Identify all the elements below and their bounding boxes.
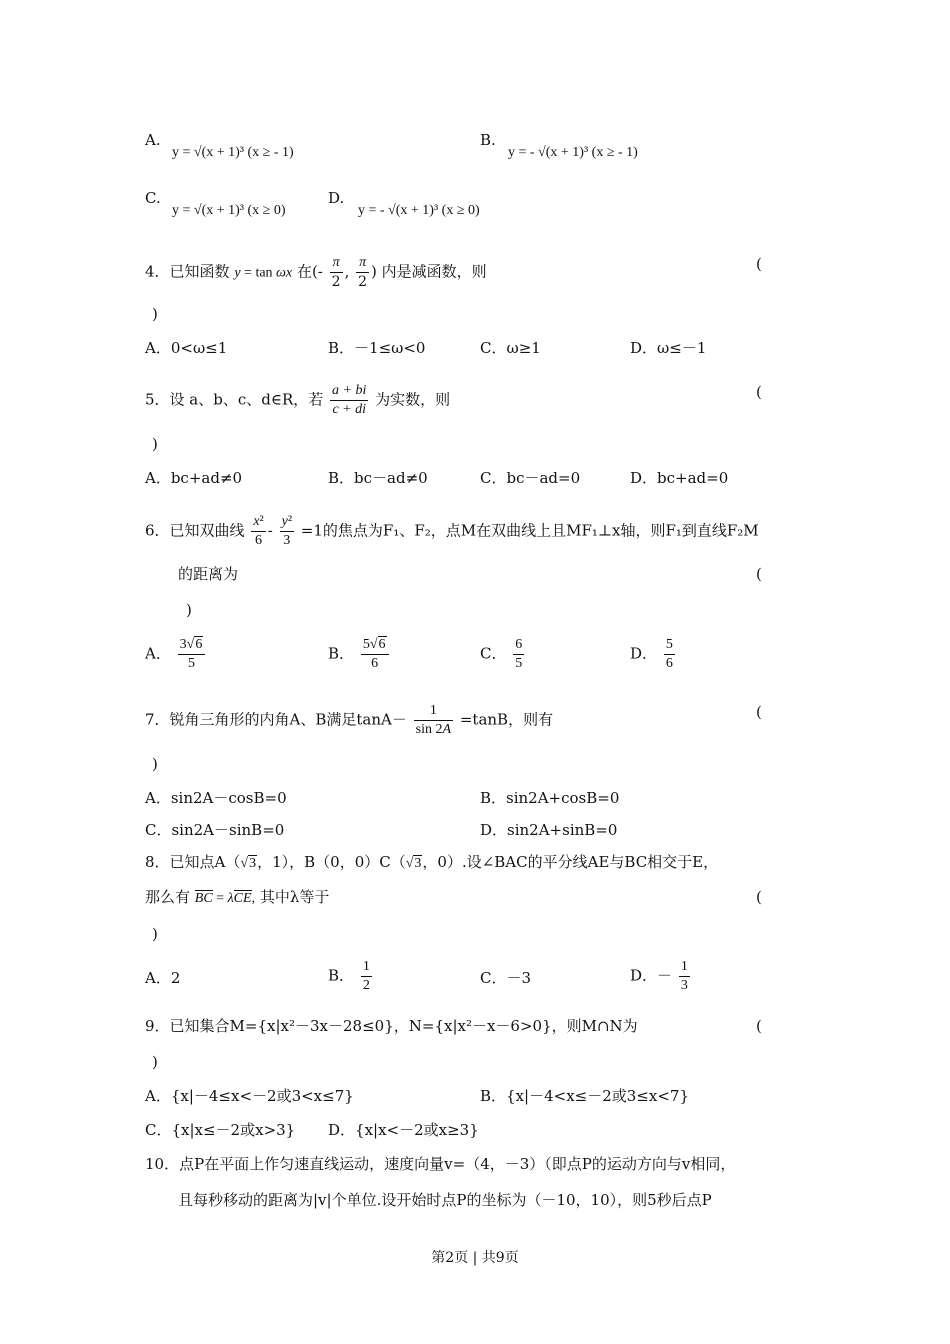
q8-option-b-frac: $\frac{1}{2}$ <box>362 959 370 993</box>
q8-option-d-label: D．－ <box>630 966 673 985</box>
q6-option-c-frac: $\frac{6}{5}$ <box>515 637 523 671</box>
q4-paren-open: ( <box>756 255 762 273</box>
q6-option-b <box>328 636 391 673</box>
q8-stem-d: 那么有 <box>145 888 191 906</box>
q8-option-b <box>328 958 374 995</box>
q6-stem-c: 的距离为 <box>178 565 239 583</box>
q7-paren-close: ) <box>152 755 158 773</box>
q7-stem-b: =tanB，则有 <box>459 710 554 729</box>
q8-paren-close: ) <box>152 925 158 943</box>
q8-stem-c: ，0）.设∠BAC的平分线AE与BC相交于E， <box>422 853 719 871</box>
q6-stem-a: 6．已知双曲线 <box>145 521 245 540</box>
q6-option-a-frac: $\frac{3√6}{5}$ <box>178 636 206 673</box>
q5-stem-a: 5．设 a、b、c、d∈R，若 <box>145 390 324 409</box>
q8-stem-e: 其中λ等于 <box>259 888 330 906</box>
q8-option-d-frac: $\frac{1}{3}$ <box>680 959 688 993</box>
q7-fraction: $\frac{1}{\sin 2A}$ <box>415 703 452 737</box>
q6-frac-x2-6: $\frac{\text{x²}}{6}$ <box>253 514 264 548</box>
q7-stem-a: 7．锐角三角形的内角A、B满足tanA－ <box>145 710 407 729</box>
q4-stem-a: 4．已知函数 <box>145 262 230 281</box>
q6-option-d-label: D． <box>630 644 658 663</box>
q8-stem-line2 <box>145 887 329 909</box>
q3-option-b-expr: y = - √(x + 1)³ (x ≥ - 1) <box>508 145 638 160</box>
q6-stem-b: =1的焦点为F₁、F₂，点M在双曲线上且MF₁⊥x轴，则F₁到直线F₂M <box>300 521 759 540</box>
q8-stem-line1: 8．已知点A（√3，1），B（0，0）C（√3，0）.设∠BAC的平分线AE与BC相交于E， <box>145 853 719 871</box>
q5-paren-close: ) <box>152 435 158 453</box>
q4-frac-pi-2a: $\frac{\pi}{2}$ <box>331 255 341 290</box>
q4-function: y = tan ωx <box>234 265 293 281</box>
q6-option-a <box>145 636 207 673</box>
q4-stem: 4．已知函数 y = tan ωx 在(- $\frac{\pi}{2}$ , $\frac{\pi}{2}$ ) 内是减函数，则 <box>145 255 487 290</box>
q9-stem: 9．已知集合M={x|x²－3x－28≤0}，N={x|x²－x－6>0}，则M∩N为 <box>145 1017 638 1035</box>
q7-stem <box>145 702 553 739</box>
q4-stem-b: 在(- <box>296 262 323 281</box>
q6-option-c <box>480 636 526 673</box>
q3-option-b: B. <box>480 131 496 149</box>
q4-frac-pi-2b: $\frac{\pi}{2}$ <box>358 255 368 290</box>
q3-option-c-expr: y = √(x + 1)³ (x ≥ 0) <box>172 203 286 218</box>
page-footer: 第2页 | 共9页 <box>431 1250 519 1266</box>
q8-stem-b: ，1），B（0，0）C（ <box>257 853 406 871</box>
q8-stem-a: 8．已知点A（ <box>145 853 241 871</box>
q4-option-a: A．0<ω≤1 <box>145 339 228 357</box>
q5-option-d: D．bc+ad=0 <box>630 469 729 487</box>
q6-paren-open: ( <box>756 565 762 583</box>
q6-option-d-frac: $\frac{5}{6}$ <box>665 637 673 671</box>
q8-option-a: A．2 <box>145 969 181 987</box>
q4-option-c: C．ω≥1 <box>480 339 541 357</box>
q8-option-c: C．－3 <box>480 969 532 987</box>
q8-paren-open: ( <box>756 888 762 906</box>
q9-option-c: C．{x|x≤－2或x>3} <box>145 1121 296 1139</box>
q3-option-d: D. <box>328 189 345 207</box>
q7-option-a: A．sin2A－cosB=0 <box>145 789 287 807</box>
q6-option-d <box>630 636 677 673</box>
q5-fraction: $\frac{a + bi}{c + di}$ <box>332 383 367 417</box>
q3-option-a: A. <box>145 131 161 149</box>
q5-paren-open: ( <box>756 383 762 401</box>
q4-option-d: D．ω≤－1 <box>630 339 707 357</box>
q4-stem-c: 内是减函数，则 <box>381 262 487 281</box>
q4-option-b: B．－1≤ω<0 <box>328 339 426 357</box>
q6-option-b-label: B． <box>328 644 355 663</box>
q3-option-d-expr: y = - √(x + 1)³ (x ≥ 0) <box>358 203 480 218</box>
q6-paren-close: ) <box>186 601 192 619</box>
q9-paren-open: ( <box>756 1017 762 1035</box>
q7-paren-open: ( <box>756 703 762 721</box>
q5-stem <box>145 382 450 419</box>
q7-option-b: B．sin2A+cosB=0 <box>480 789 620 807</box>
q5-option-b: B．bc－ad≠0 <box>328 469 428 487</box>
q10-line2: 且每秒移动的距离为|v|个单位.设开始时点P的坐标为（－10，10），则5秒后点P <box>178 1191 712 1209</box>
q6-option-a-label: A． <box>145 644 171 663</box>
q9-option-b: B．{x|－4<x≤－2或3≤x<7} <box>480 1087 689 1105</box>
q9-option-d: D．{x|x<－2或x≥3} <box>328 1121 479 1139</box>
q3-option-a-expr: y = √(x + 1)³ (x ≥ - 1) <box>172 145 294 160</box>
q8-option-d <box>630 958 692 995</box>
q6-option-c-label: C． <box>480 644 507 663</box>
q6-stem: 6．已知双曲线 $\frac{\text{x²}}{6}$ - $\frac{\text{y²}}{3}$ =1的焦点为F₁、F₂，点M在双曲线上且MF₁⊥x轴，则F₁到直线F₂M <box>145 514 759 548</box>
q4-paren-close: ) <box>152 305 158 323</box>
q7-option-d: D．sin2A+sinB=0 <box>480 821 618 839</box>
q5-option-a: A．bc+ad≠0 <box>145 469 243 487</box>
q5-stem-b: 为实数，则 <box>375 390 451 409</box>
q5-option-c: C．bc－ad=0 <box>480 469 581 487</box>
q3-option-c: C. <box>145 189 161 207</box>
q9-option-a: A．{x|－4≤x<－2或3<x≤7} <box>145 1087 354 1105</box>
q8-option-b-label: B． <box>328 966 355 985</box>
q9-paren-close: ) <box>152 1053 158 1071</box>
q6-frac-y2-3: $\frac{\text{y²}}{3}$ <box>281 514 293 548</box>
q10-line1: 10．点P在平面上作匀速直线运动，速度向量v=（4，－3）（即点P的运动方向与v相同， <box>145 1155 736 1173</box>
q6-option-b-frac: $\frac{5√6}{6}$ <box>361 636 389 673</box>
q8-vector-eq: BC = λCE, <box>194 891 256 906</box>
q7-option-c: C．sin2A－sinB=0 <box>145 821 285 839</box>
